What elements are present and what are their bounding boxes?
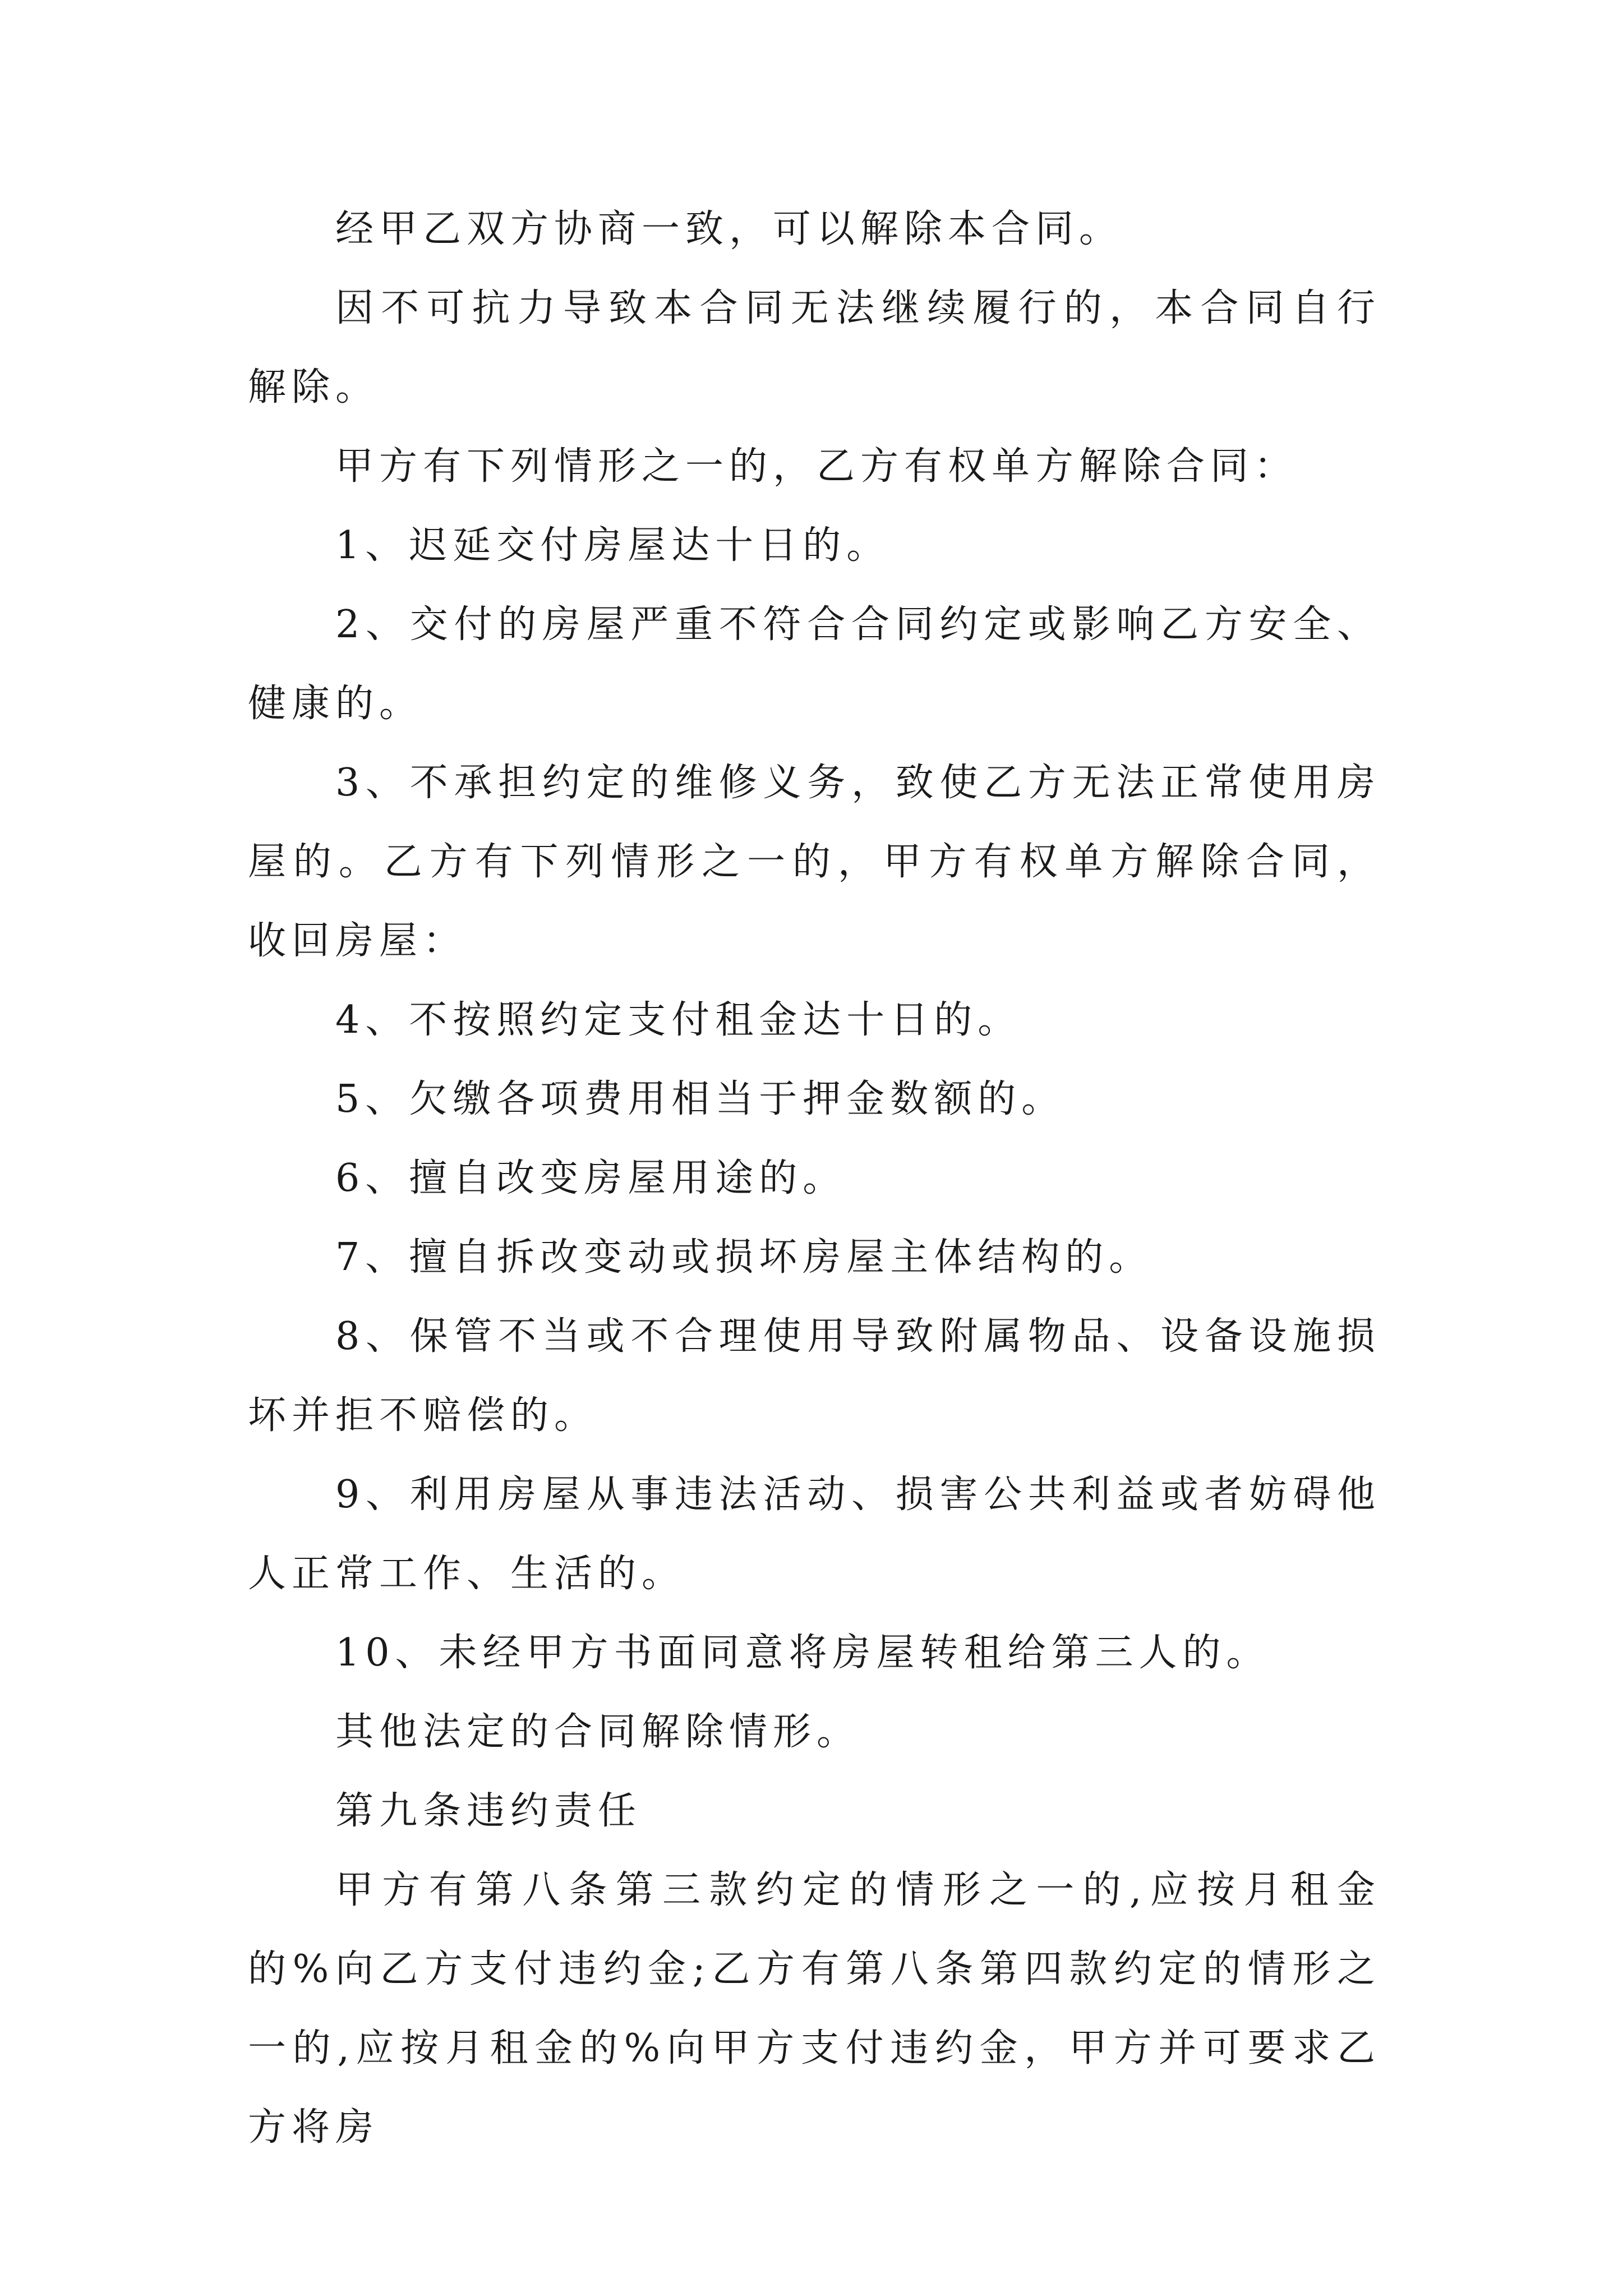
list-item-6: 6、擅自改变房屋用途的。 (335, 1156, 847, 1200)
list-item-1: 1、迟延交付房屋达十日的。 (335, 523, 891, 568)
list-item-2: 2、交付的房屋严重不符合合同约定或影响乙方安全、健康的。 (248, 602, 1381, 726)
paragraph-other-statutory: 其他法定的合同解除情形。 (335, 1710, 861, 1754)
list-item-3: 3、不承担约定的维修义务，致使乙方无法正常使用房屋的。乙方有下列情形之一的，甲方有权单方解除合同，收回房屋： (248, 761, 1381, 963)
list-item-9: 9、利用房屋从事违法活动、损害公共利益或者妨碍他人正常工作、生活的。 (248, 1473, 1381, 1596)
paragraph-mutual-termination: 经甲乙双方协商一致，可以解除本合同。 (335, 207, 1123, 251)
document-body (248, 190, 1381, 2167)
paragraph-liquidated-damages: 甲方有第八条第三款约定的情形之一的,应按月租金的%向乙方支付违约金;乙方有第八条第四款约定的情形之一的,应按月租金的%向甲方支付违约金，甲方并可要求乙方将房 (248, 1868, 1381, 2150)
list-item-5: 5、欠缴各项费用相当于押金数额的。 (335, 1077, 1066, 1121)
list-item-10: 10、未经甲方书面同意将房屋转租给第三人的。 (335, 1631, 1270, 1675)
paragraph-force-majeure: 因不可抗力导致本合同无法继续履行的，本合同自行解除。 (248, 286, 1381, 409)
section-heading-article-9: 第九条违约责任 (335, 1789, 642, 1833)
list-item-7: 7、擅自拆改变动或损坏房屋主体结构的。 (335, 1235, 1153, 1280)
list-item-8: 8、保管不当或不合理使用导致附属物品、设备设施损坏并拒不赔偿的。 (248, 1314, 1381, 1438)
paragraph-party-a-conditions: 甲方有下列情形之一的，乙方有权单方解除合同： (335, 444, 1298, 489)
list-item-4: 4、不按照约定支付租金达十日的。 (335, 998, 1022, 1042)
